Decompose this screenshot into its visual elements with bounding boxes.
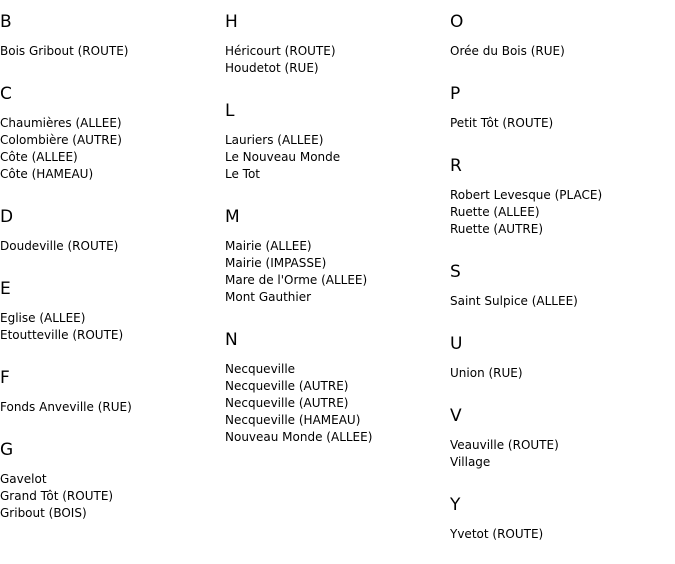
letter-group bbox=[225, 89, 450, 195]
list-item bbox=[450, 437, 675, 454]
street-link[interactable]: Mairie (IMPASSE) bbox=[225, 256, 327, 270]
list-item bbox=[450, 454, 675, 471]
letter-heading: U bbox=[450, 334, 463, 354]
street-link[interactable]: Colombière (AUTRE) bbox=[0, 133, 122, 147]
street-list bbox=[0, 388, 225, 428]
street-list bbox=[225, 32, 450, 89]
letter-group bbox=[0, 0, 225, 72]
letter-group bbox=[225, 318, 450, 458]
letter-heading: L bbox=[225, 101, 235, 121]
list-item bbox=[225, 43, 450, 60]
letter-heading: P bbox=[450, 84, 461, 104]
letter-heading: G bbox=[0, 440, 14, 460]
street-link[interactable]: Orée du Bois (RUE) bbox=[450, 44, 565, 58]
list-item bbox=[225, 412, 450, 429]
letter-heading: H bbox=[225, 12, 238, 32]
list-item bbox=[450, 365, 675, 382]
list-item bbox=[225, 429, 450, 446]
street-list bbox=[225, 121, 450, 195]
list-item bbox=[225, 132, 450, 149]
list-item bbox=[225, 378, 450, 395]
list-item bbox=[0, 310, 225, 327]
street-link[interactable]: Houdetot (RUE) bbox=[225, 61, 319, 75]
letter-heading: S bbox=[450, 262, 461, 282]
list-item bbox=[450, 187, 675, 204]
letter-heading: Y bbox=[450, 495, 461, 515]
letter-group bbox=[450, 250, 675, 322]
letter-group bbox=[0, 72, 225, 195]
street-link[interactable]: Mare de l'Orme (ALLEE) bbox=[225, 273, 368, 287]
list-item bbox=[0, 327, 225, 344]
list-item bbox=[225, 255, 450, 272]
street-index-column-1 bbox=[0, 0, 225, 534]
letter-group bbox=[225, 0, 450, 89]
letter-heading: D bbox=[0, 207, 14, 227]
list-item bbox=[450, 526, 675, 543]
street-link[interactable]: Necqueville (HAMEAU) bbox=[225, 413, 361, 427]
letter-group bbox=[450, 144, 675, 250]
street-link[interactable]: Chaumières (ALLEE) bbox=[0, 116, 122, 130]
list-item bbox=[0, 488, 225, 505]
letter-heading: E bbox=[0, 279, 11, 299]
list-item bbox=[450, 115, 675, 132]
street-link[interactable]: Petit Tôt (ROUTE) bbox=[450, 116, 554, 130]
letter-group bbox=[0, 267, 225, 356]
list-item bbox=[0, 43, 225, 60]
list-item bbox=[450, 221, 675, 238]
list-item bbox=[450, 204, 675, 221]
letter-group bbox=[450, 322, 675, 394]
street-link[interactable]: Necqueville (AUTRE) bbox=[225, 396, 349, 410]
street-link[interactable]: Robert Levesque (PLACE) bbox=[450, 188, 603, 202]
street-link[interactable]: Héricourt (ROUTE) bbox=[225, 44, 336, 58]
street-link[interactable]: Union (RUE) bbox=[450, 366, 523, 380]
street-link[interactable]: Gavelot bbox=[0, 472, 47, 486]
street-link[interactable]: Lauriers (ALLEE) bbox=[225, 133, 324, 147]
list-item bbox=[450, 293, 675, 310]
street-link[interactable]: Bois Gribout (ROUTE) bbox=[0, 44, 129, 58]
street-link[interactable]: Ruette (ALLEE) bbox=[450, 205, 540, 219]
letter-group bbox=[225, 195, 450, 318]
street-list bbox=[225, 227, 450, 318]
street-link[interactable]: Yvetot (ROUTE) bbox=[450, 527, 544, 541]
letter-heading: F bbox=[0, 368, 10, 388]
list-item bbox=[225, 149, 450, 166]
list-item bbox=[0, 132, 225, 149]
street-list bbox=[0, 299, 225, 356]
letter-heading: O bbox=[450, 12, 464, 32]
street-list bbox=[0, 32, 225, 72]
street-list bbox=[0, 104, 225, 195]
list-item bbox=[0, 149, 225, 166]
letter-group bbox=[450, 483, 675, 555]
letter-heading: R bbox=[450, 156, 462, 176]
street-list bbox=[225, 350, 450, 458]
letter-group bbox=[450, 0, 675, 72]
street-link[interactable]: Ruette (AUTRE) bbox=[450, 222, 543, 236]
list-item bbox=[225, 60, 450, 77]
letter-group bbox=[0, 195, 225, 267]
street-link[interactable]: Le Tot bbox=[225, 167, 261, 181]
list-item bbox=[0, 505, 225, 522]
list-item bbox=[450, 43, 675, 60]
letter-heading: C bbox=[0, 84, 12, 104]
street-link[interactable]: Côte (ALLEE) bbox=[0, 150, 78, 164]
street-list bbox=[450, 515, 675, 555]
street-link[interactable]: Necqueville (AUTRE) bbox=[225, 379, 349, 393]
street-list bbox=[450, 176, 675, 250]
street-list bbox=[450, 104, 675, 144]
list-item bbox=[225, 238, 450, 255]
street-link[interactable]: Doudeville (ROUTE) bbox=[0, 239, 119, 253]
list-item bbox=[225, 289, 450, 306]
street-link[interactable]: Nouveau Monde (ALLEE) bbox=[225, 430, 373, 444]
street-list bbox=[450, 32, 675, 72]
list-item bbox=[0, 238, 225, 255]
street-link[interactable]: Le Nouveau Monde bbox=[225, 150, 341, 164]
letter-heading: M bbox=[225, 207, 240, 227]
street-link[interactable]: Necqueville bbox=[225, 362, 296, 376]
street-list bbox=[450, 426, 675, 483]
letter-group bbox=[0, 428, 225, 534]
street-link[interactable]: Etoutteville (ROUTE) bbox=[0, 328, 124, 342]
letter-heading: B bbox=[0, 12, 12, 32]
street-link[interactable]: Saint Sulpice (ALLEE) bbox=[450, 294, 578, 308]
street-list bbox=[0, 227, 225, 267]
letter-group bbox=[450, 72, 675, 144]
street-index-column-3 bbox=[450, 0, 675, 555]
letter-group bbox=[450, 394, 675, 483]
street-link[interactable]: Gribout (BOIS) bbox=[0, 506, 87, 520]
list-item bbox=[225, 166, 450, 183]
list-item bbox=[0, 166, 225, 183]
street-link[interactable]: Eglise (ALLEE) bbox=[0, 311, 86, 325]
street-link[interactable]: Mairie (ALLEE) bbox=[225, 239, 312, 253]
street-link[interactable]: Mont Gauthier bbox=[225, 290, 312, 304]
letter-heading: V bbox=[450, 406, 462, 426]
street-link[interactable]: Côte (HAMEAU) bbox=[0, 167, 94, 181]
street-list bbox=[0, 460, 225, 534]
list-item bbox=[0, 471, 225, 488]
letter-group bbox=[0, 356, 225, 428]
street-index-column-2 bbox=[225, 0, 450, 458]
street-list bbox=[450, 354, 675, 394]
letter-heading: N bbox=[225, 330, 238, 350]
list-item bbox=[225, 272, 450, 289]
list-item bbox=[0, 115, 225, 132]
street-link[interactable]: Fonds Anveville (RUE) bbox=[0, 400, 132, 414]
street-link[interactable]: Village bbox=[450, 455, 491, 469]
street-link[interactable]: Veauville (ROUTE) bbox=[450, 438, 559, 452]
list-item bbox=[225, 395, 450, 412]
list-item bbox=[0, 399, 225, 416]
street-list bbox=[450, 282, 675, 322]
street-link[interactable]: Grand Tôt (ROUTE) bbox=[0, 489, 114, 503]
list-item bbox=[225, 361, 450, 378]
